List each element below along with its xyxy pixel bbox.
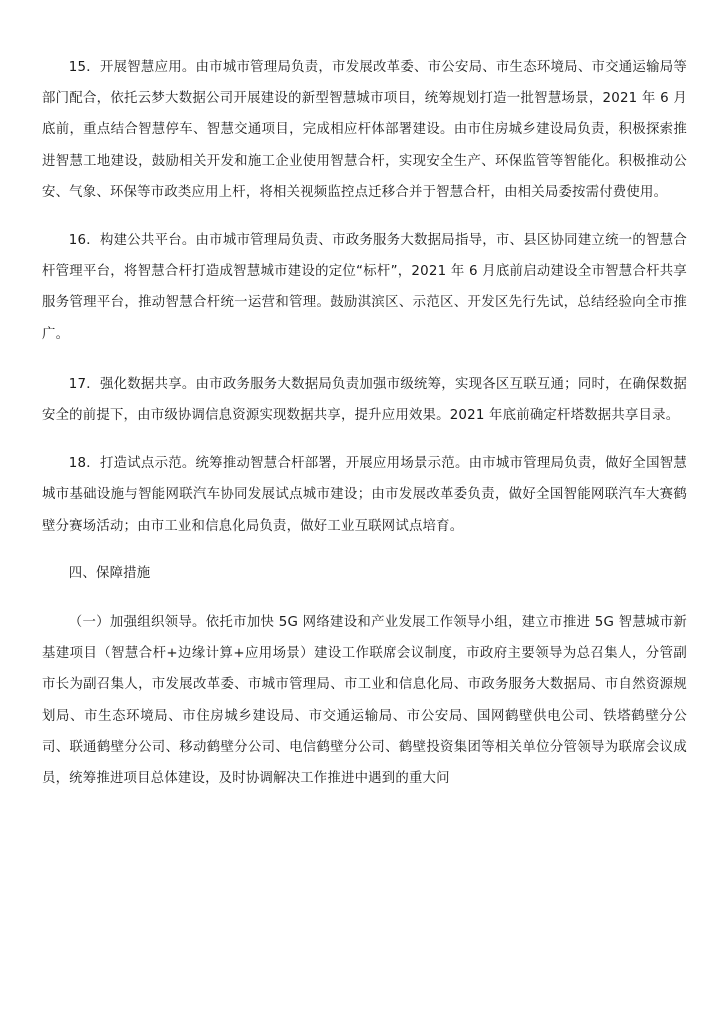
paragraph-item-15: 15．开展智慧应用。由市城市管理局负责，市发展改革委、市公安局、市生态环境局、市交通运输局等部门配合，依托云梦大数据公司开展建设的新型智慧城市项目，统筹规划打造一批智慧场景，2021 年 6 月底前，重点结合智慧停车、智慧交通项目，完成相应杆体部署建设。由市住房城乡建设局负责，积极探索推进智慧工地建设，鼓励相关开发和施工企业使用智慧合杆，实现安全生产、环保监管等智能化。积极推动公安、气象、环保等市政类应用上杆，将相关视频监控点迁移合并于智慧合杆，由相关局委按需付费使用。 [42, 60, 687, 200]
paragraph-organization-leadership: （一）加强组织领导。依托市加快 5G 网络建设和产业发展工作领导小组，建立市推进 5G 智慧城市新基建项目（智慧合杆+边缘计算+应用场景）建设工作联席会议制度，市政府主要领导为总召集人，分管副市长为副召集人，市发展改革委、市城市管理局、市工业和信息化局、市政务服务大数据局、市自然资源规划局、市生态环境局、市住房城乡建设局、市交通运输局、市公安局、国网鹤壁供电公司、铁塔鹤壁分公司、联通鹤壁分公司、移动鹤壁分公司、电信鹤壁分公司、鹤壁投资集团等相关单位分管领导为联席会议成员，统筹推进项目总体建设，及时协调解决工作推进中遇到的重大问 [42, 615, 687, 787]
paragraph-item-18: 18．打造试点示范。统筹推动智慧合杆部署，开展应用场景示范。由市城市管理局负责，做好全国智慧城市基础设施与智能网联汽车协同发展试点城市建设；由市发展改革委负责，做好全国智能网联汽车大赛鹤壁分赛场活动；由市工业和信息化局负责，做好工业互联网试点培育。 [42, 456, 687, 534]
section-heading-safeguards: 四、保障措施 [68, 565, 151, 581]
document-page [42, 52, 687, 794]
paragraph-item-16: 16．构建公共平台。由市城市管理局负责、市政务服务大数据局指导，市、县区协同建立统一的智慧合杆管理平台，将智慧合杆打造成智慧城市建设的定位“标杆”，2021 年 6 月底前启动建设全市智慧合杆共享服务管理平台，推动智慧合杆统一运营和管理。鼓励淇滨区、示范区、开发区先行先试，总结经验向全市推广。 [42, 233, 687, 342]
paragraph-item-17: 17．强化数据共享。由市政务服务大数据局负责加强市级统筹，实现各区互联互通；同时，在确保数据安全的前提下，由市级协调信息资源实现数据共享，提升应用效果。2021 年底前确定杆塔数据共享目录。 [42, 376, 687, 424]
